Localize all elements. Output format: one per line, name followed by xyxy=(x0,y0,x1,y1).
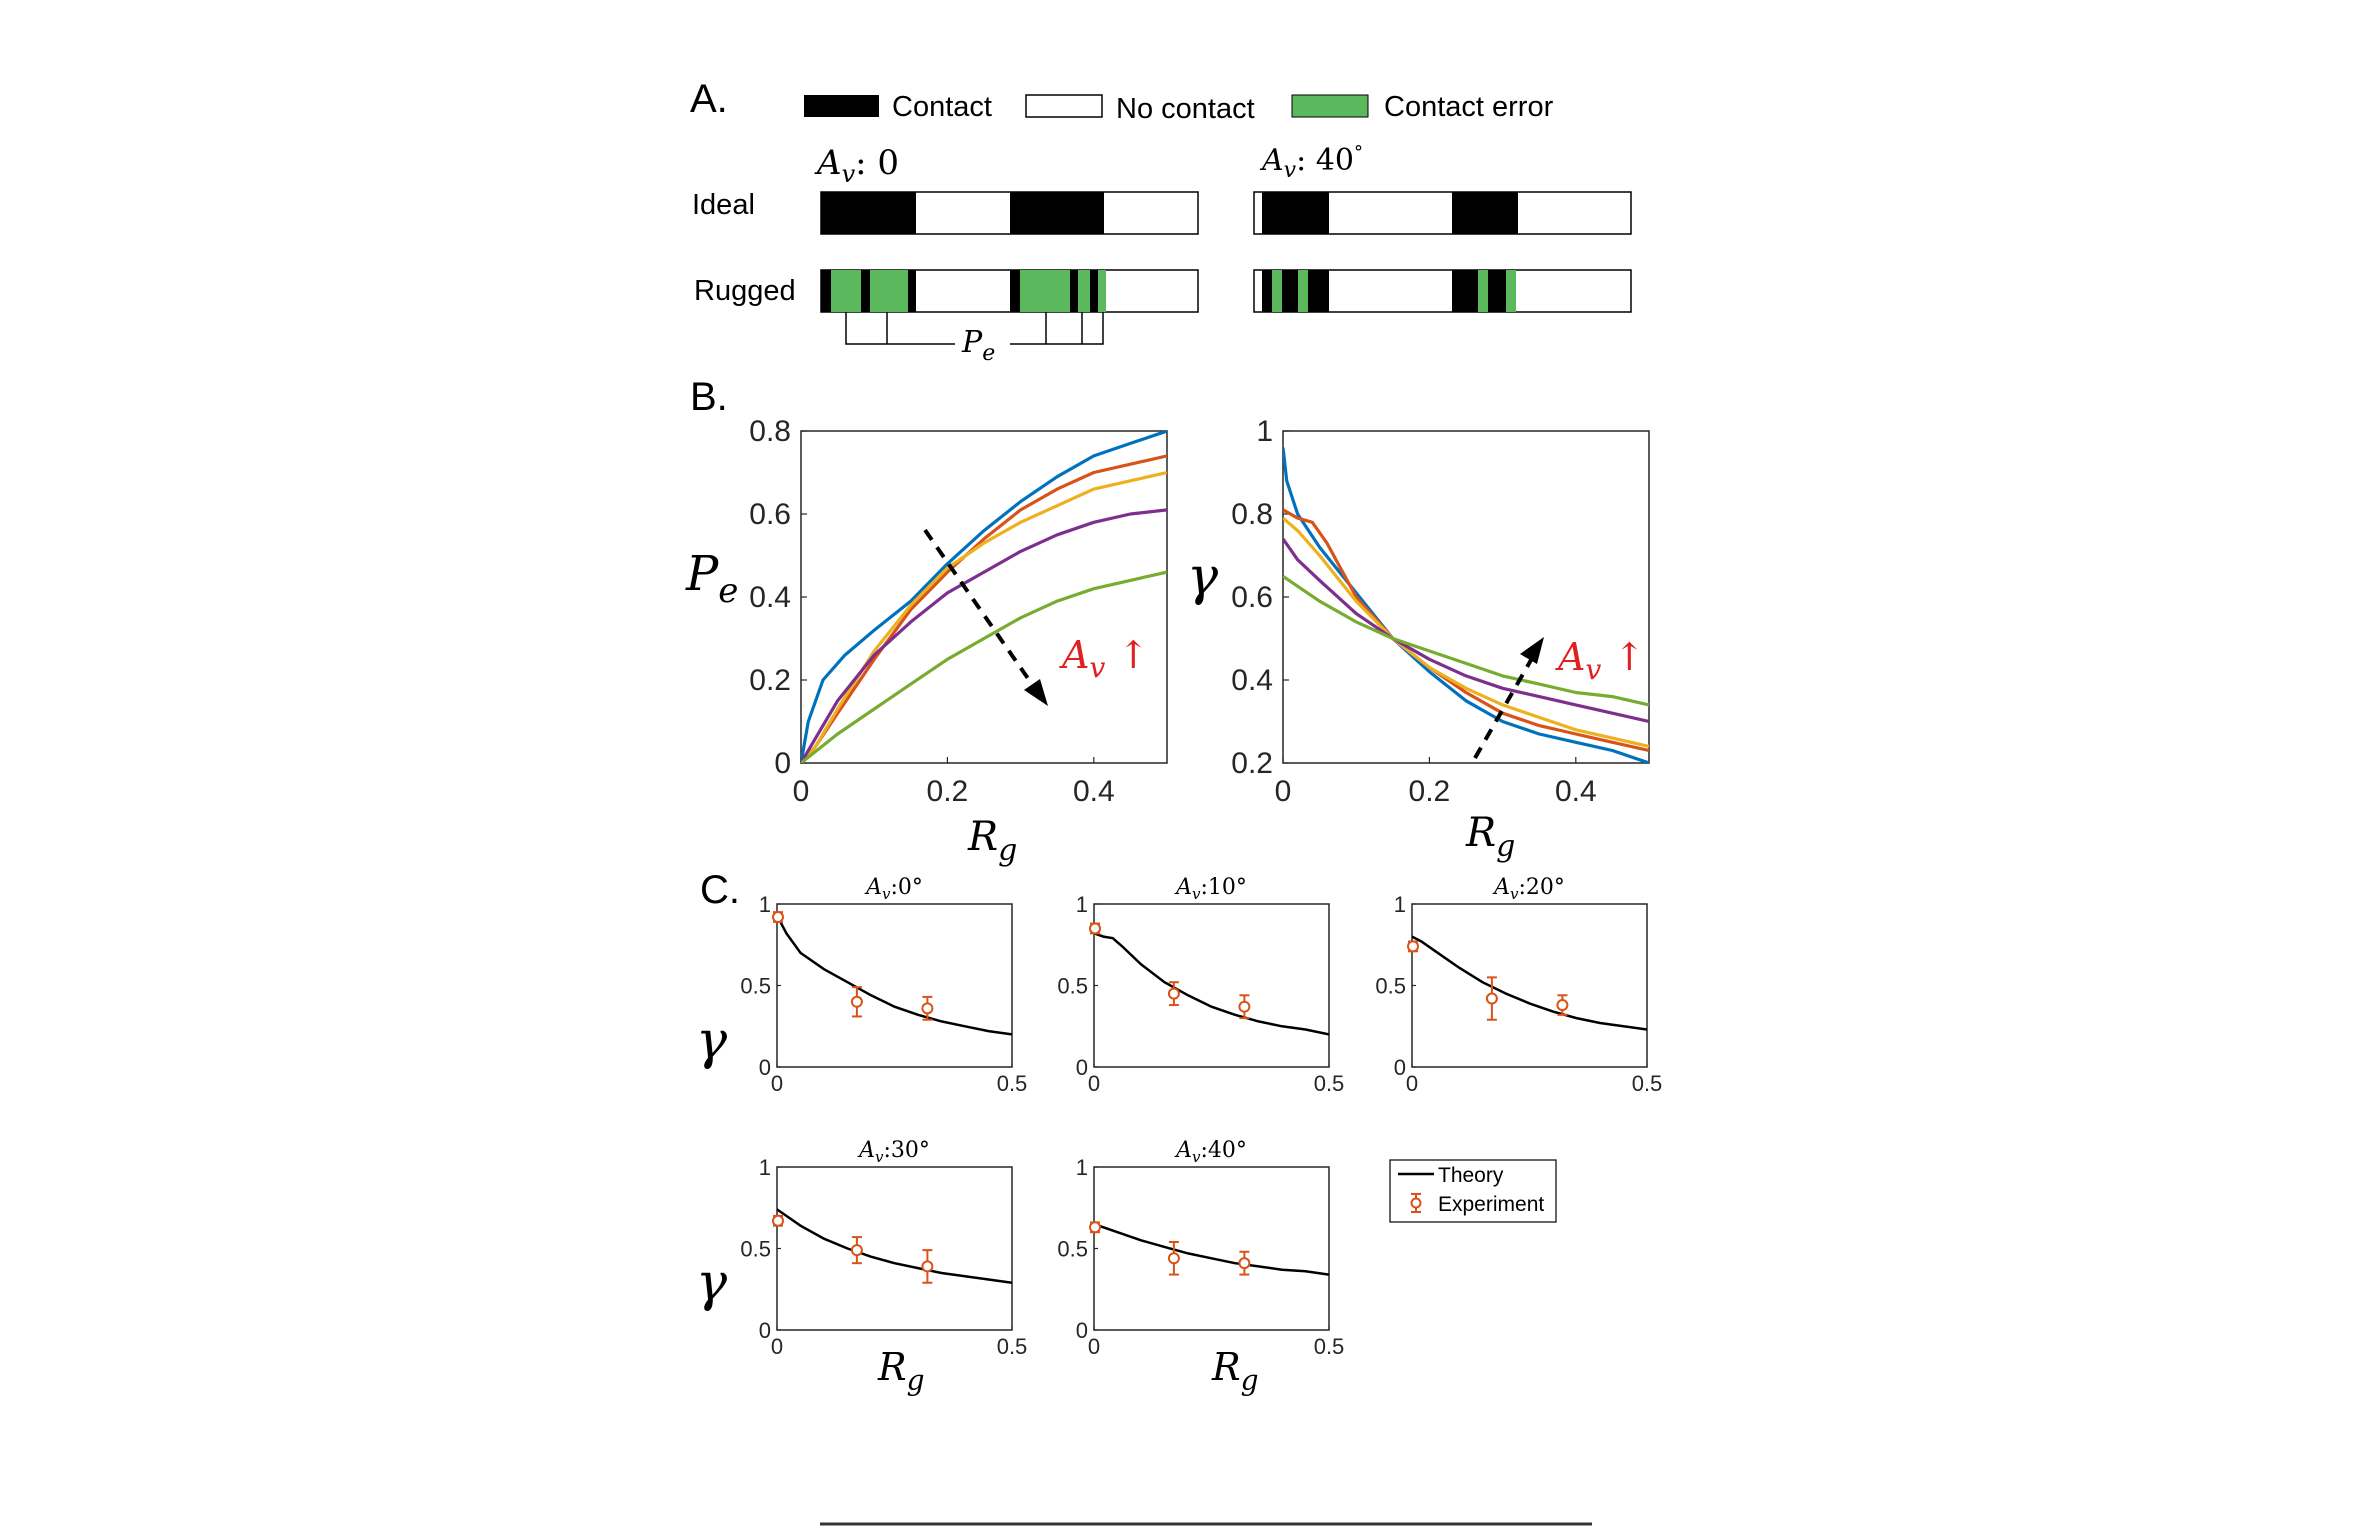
legend-swatch-contact xyxy=(804,95,879,117)
chart-av-0 xyxy=(740,875,1027,1096)
contact-segment xyxy=(1262,192,1329,234)
pe-bracket-label: $P_e$ xyxy=(962,325,996,366)
y-tick-label: 0.2 xyxy=(1231,747,1273,780)
legend-swatch-contact-error xyxy=(1292,95,1368,117)
legend-label-no-contact: No contact xyxy=(1116,93,1255,125)
chart-av-20 xyxy=(1375,875,1662,1096)
data-marker xyxy=(1239,1002,1249,1012)
y-tick-label: 0.6 xyxy=(749,498,791,531)
b-left-annotation: $A_v$ ↑ xyxy=(1062,633,1150,684)
y-tick-label: 0 xyxy=(1075,1055,1088,1080)
y-tick-label: 0.8 xyxy=(749,415,791,448)
x-tick-label: 0.4 xyxy=(1072,775,1115,808)
contact-error-segment xyxy=(1098,270,1106,312)
y-tick-label: 0.4 xyxy=(1231,664,1273,697)
contact-segment xyxy=(1010,270,1020,312)
data-marker xyxy=(1557,1000,1567,1010)
chart-av-10 xyxy=(1057,875,1344,1096)
contact-error-segment xyxy=(1020,270,1070,312)
y-tick-label: 0.5 xyxy=(740,1236,771,1262)
y-tick-label: 0.5 xyxy=(1375,973,1406,999)
y-tick-label: 1 xyxy=(1393,892,1406,917)
b-left-ylabel: $P_e$ xyxy=(686,546,739,611)
panel-c-legend xyxy=(1390,1160,1556,1222)
panel-c-label: C. xyxy=(700,868,740,912)
x-tick-label: 0 xyxy=(1087,1334,1101,1359)
contact-segment xyxy=(821,192,916,234)
panel-a-legend xyxy=(804,91,1554,125)
rugged-bar-av0 xyxy=(821,270,1198,312)
row-label-ideal: Ideal xyxy=(692,189,755,221)
contact-segment xyxy=(1452,192,1518,234)
x-tick-label: 0.5 xyxy=(996,1071,1028,1096)
c40-xlabel: $R_g$ xyxy=(1212,1345,1259,1397)
data-marker xyxy=(1239,1258,1249,1268)
legend-experiment-label: Experiment xyxy=(1438,1193,1545,1216)
rugged-bar-av40 xyxy=(1254,270,1631,312)
experiment-point xyxy=(1090,923,1100,933)
chart-av-30 xyxy=(740,1138,1027,1359)
panel-a xyxy=(690,77,1631,366)
contact-segment xyxy=(1488,270,1506,312)
subplot-title: $A_v:40^\circ$ xyxy=(1176,1138,1247,1166)
y-tick-label: 0 xyxy=(774,747,791,780)
contact-segment xyxy=(1070,270,1078,312)
data-marker xyxy=(1408,941,1418,951)
b-left-xlabel: $R_g$ xyxy=(968,814,1018,868)
data-marker xyxy=(1169,989,1179,999)
y-tick-label: 0.8 xyxy=(1231,498,1273,531)
b-right-xlabel: $R_g$ xyxy=(1466,810,1516,864)
contact-segment xyxy=(1010,192,1104,234)
y-tick-label: 1 xyxy=(758,1155,771,1180)
subplot-title: $A_v:30^\circ$ xyxy=(859,1138,930,1166)
contact-error-segment xyxy=(870,270,908,312)
y-tick-label: 1 xyxy=(758,892,771,917)
plot-frame xyxy=(1094,904,1329,1067)
data-marker xyxy=(1090,923,1100,933)
data-marker xyxy=(922,1003,932,1013)
data-marker xyxy=(852,997,862,1007)
legend-theory-label: Theory xyxy=(1438,1164,1504,1187)
contact-error-segment xyxy=(1298,270,1308,312)
chart-gamma-vs-rg xyxy=(1231,415,1649,808)
experiment-point xyxy=(773,912,783,922)
experiment-point xyxy=(773,1216,783,1226)
panel-a-label: A. xyxy=(690,77,728,121)
y-tick-label: 1 xyxy=(1075,1155,1088,1180)
y-tick-label: 0.2 xyxy=(749,664,791,697)
plot-frame xyxy=(801,431,1167,763)
contact-error-segment xyxy=(831,270,861,312)
panel-a-left-title: $A_v$: 0 xyxy=(817,143,900,188)
experiment-point xyxy=(1408,941,1418,951)
b-right-annotation: $A_v$ ↑ xyxy=(1558,635,1646,686)
panel-b-label: B. xyxy=(690,375,728,419)
plot-frame xyxy=(777,1167,1012,1330)
contact-error-segment xyxy=(1078,270,1090,312)
contact-segment xyxy=(908,270,916,312)
contact-segment xyxy=(821,270,831,312)
y-tick-label: 0.6 xyxy=(1231,581,1273,614)
data-marker xyxy=(1090,1222,1100,1232)
experiment-point xyxy=(1090,1222,1100,1232)
y-tick-label: 0 xyxy=(758,1318,771,1343)
chart-pe-vs-rg xyxy=(749,415,1167,808)
x-tick-label: 0.2 xyxy=(1408,775,1451,808)
y-tick-label: 0.5 xyxy=(1057,1236,1088,1262)
row-label-rugged: Rugged xyxy=(694,275,796,307)
plot-frame xyxy=(1412,904,1647,1067)
y-tick-label: 0 xyxy=(758,1055,771,1080)
chart-av-40 xyxy=(1057,1138,1344,1359)
x-tick-label: 0 xyxy=(1405,1071,1419,1096)
subplot-title: $A_v:0^\circ$ xyxy=(866,875,923,903)
contact-segment xyxy=(1282,270,1298,312)
y-tick-label: 1 xyxy=(1256,415,1273,448)
contact-error-segment xyxy=(1478,270,1488,312)
legend-swatch-no-contact xyxy=(1026,95,1102,117)
y-tick-label: 0.5 xyxy=(740,973,771,999)
c30-xlabel: $R_g$ xyxy=(878,1345,925,1397)
contact-error-segment xyxy=(1272,270,1282,312)
ideal-bar-av40 xyxy=(1254,192,1631,234)
y-tick-label: 0 xyxy=(1075,1318,1088,1343)
data-marker xyxy=(922,1261,932,1271)
contact-segment xyxy=(1090,270,1098,312)
x-tick-label: 0.5 xyxy=(996,1334,1028,1359)
x-tick-label: 0.5 xyxy=(1631,1071,1663,1096)
plot-frame xyxy=(1094,1167,1329,1330)
y-tick-label: 1 xyxy=(1075,892,1088,917)
data-marker xyxy=(1487,994,1497,1004)
plot-frame xyxy=(777,904,1012,1067)
y-tick-label: 0 xyxy=(1393,1055,1406,1080)
x-tick-label: 0 xyxy=(770,1334,784,1359)
data-marker xyxy=(773,1216,783,1226)
x-tick-label: 0.5 xyxy=(1313,1071,1345,1096)
y-tick-label: 0.4 xyxy=(749,581,791,614)
data-marker xyxy=(1169,1253,1179,1263)
subplot-title: $A_v:10^\circ$ xyxy=(1176,875,1247,903)
data-marker xyxy=(852,1245,862,1255)
b-right-ylabel: γ xyxy=(1187,547,1219,607)
subplot-title: $A_v:20^\circ$ xyxy=(1494,875,1565,903)
x-tick-label: 0 xyxy=(1274,775,1292,808)
contact-segment xyxy=(1452,270,1478,312)
contact-segment xyxy=(861,270,870,312)
x-tick-label: 0.4 xyxy=(1554,775,1597,808)
x-tick-label: 0.2 xyxy=(926,775,969,808)
x-tick-label: 0 xyxy=(792,775,810,808)
contact-segment xyxy=(1262,270,1272,312)
c-row1-ylabel: γ xyxy=(696,1011,728,1071)
contact-segment xyxy=(1308,270,1329,312)
panel-a-right-title: $A_v$: 40° xyxy=(1262,142,1363,183)
c-row2-ylabel: γ xyxy=(696,1253,728,1313)
data-marker xyxy=(773,912,783,922)
contact-error-segment xyxy=(1506,270,1516,312)
ideal-bar-av0 xyxy=(821,192,1198,234)
x-tick-label: 0 xyxy=(1087,1071,1101,1096)
x-tick-label: 0 xyxy=(770,1071,784,1096)
y-tick-label: 0.5 xyxy=(1057,973,1088,999)
x-tick-label: 0.5 xyxy=(1313,1334,1345,1359)
legend-label-contact-error: Contact error xyxy=(1384,91,1554,123)
legend-label-contact: Contact xyxy=(892,91,992,123)
